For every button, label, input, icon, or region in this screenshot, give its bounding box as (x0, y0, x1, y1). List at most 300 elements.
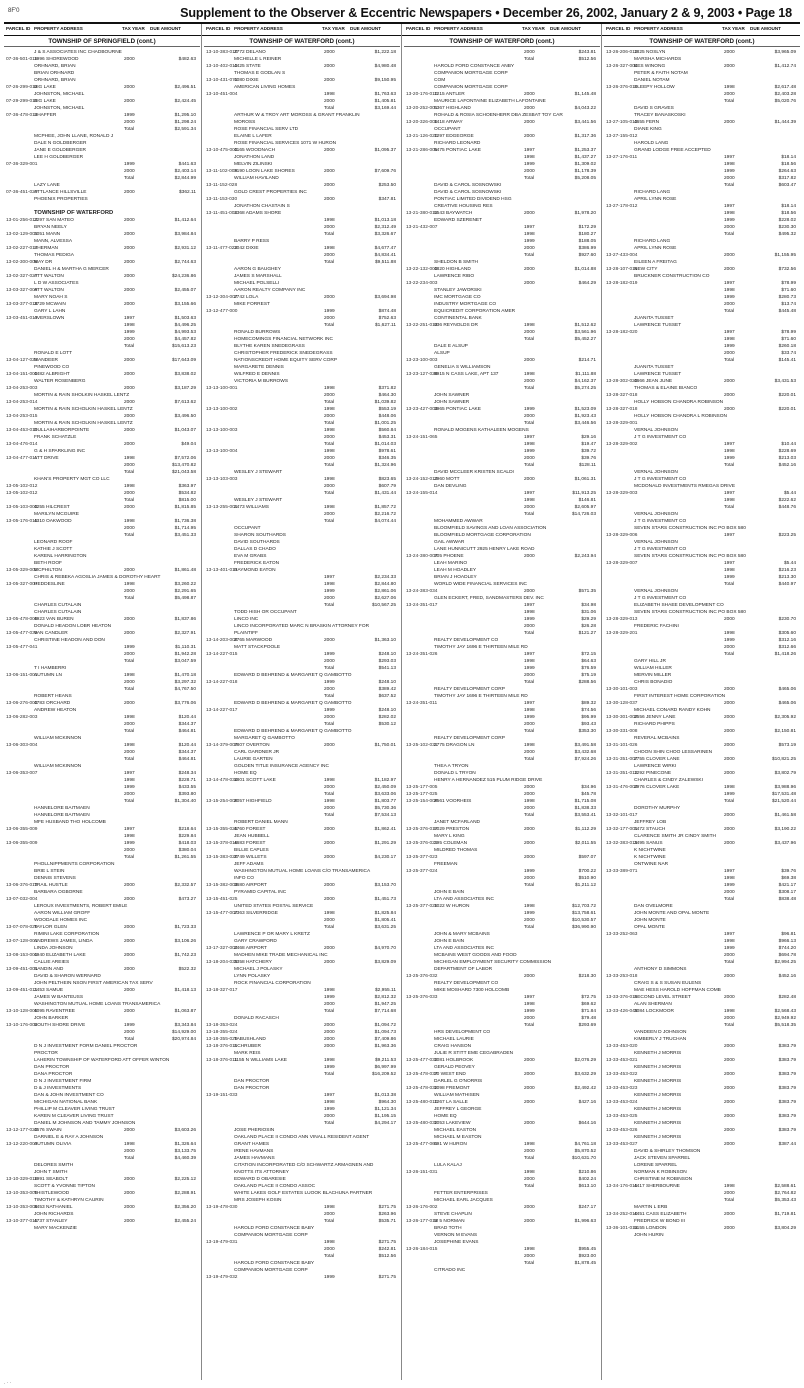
tax-year: 2000 (124, 414, 135, 419)
tax-year: 2000 (724, 1226, 735, 1231)
parcel-id: 13-25-102-031 (406, 743, 438, 748)
due-amount: $263.96 (378, 1212, 396, 1217)
listing-entry (4, 189, 200, 196)
owner-or-address: MCPHEE, JOHN LLANE, RONALD J (34, 134, 114, 139)
listing-entry (404, 350, 600, 357)
due-amount: $522.32 (178, 967, 196, 972)
tax-year: Total (724, 309, 735, 314)
parcel-id: 13-34-252-010 (606, 1212, 638, 1217)
parcel-id: 07-36-329-001 (6, 162, 38, 167)
due-amount: $39.76 (581, 456, 596, 461)
listing-entry (204, 630, 400, 637)
listing-entry (204, 462, 400, 469)
owner-or-address: 3807 OVERTON (234, 743, 270, 748)
listing-entry (604, 336, 800, 343)
owner-or-address: OCCUPANT (234, 526, 261, 531)
due-amount: $7,613.62 (174, 400, 196, 405)
owner-or-address: MICHAEL CONARD RANDY KOHN (634, 708, 711, 713)
listing-entry (604, 931, 800, 938)
owner-or-address: CHRIS BONADIO (634, 680, 673, 685)
listing-entry (604, 889, 800, 896)
due-amount: $220.01 (778, 393, 796, 398)
owner-or-address: KENNETH J MORRIS (634, 1065, 682, 1070)
due-amount: $3,633.06 (374, 792, 396, 797)
listing-entry (404, 392, 600, 399)
listing-entry (204, 840, 400, 847)
listing-entry (604, 1057, 800, 1064)
tax-year: 2000 (324, 148, 335, 153)
parcel-id: 13-32-101-017 (606, 813, 638, 818)
parcel-id: 13-33-453-026 (606, 1128, 638, 1133)
parcel-id: 13-05-478-009 (6, 617, 38, 622)
tax-year: 2000 (324, 253, 335, 258)
listing-entry (404, 896, 600, 903)
tax-year: 1998 (724, 85, 735, 90)
listing-entry (604, 1036, 800, 1043)
listing-entry (4, 791, 200, 798)
listing-entry (404, 1127, 600, 1134)
tax-year: 1998 (124, 715, 135, 720)
owner-or-address: K NICHTWINE (634, 855, 666, 860)
parcel-id: 13-23-127-028 (406, 372, 438, 377)
owner-or-address: 3472 STAUCH (634, 827, 666, 832)
listing-entry (404, 224, 600, 231)
owner-or-address: ELAINE L LAFER (234, 134, 272, 139)
due-amount: $1,222.18 (374, 50, 396, 55)
owner-or-address: DAN PROCTOR (234, 1086, 270, 1091)
owner-or-address: 4666 JEAN JUNE (634, 379, 673, 384)
listing-entry (4, 672, 200, 679)
listing-entry (404, 861, 600, 868)
tax-year: 2000 (124, 1030, 135, 1035)
owner-or-address: VERNAL JOHNSON (634, 589, 678, 594)
listing-entry (204, 826, 400, 833)
tax-year: 2000 (524, 92, 535, 97)
owner-or-address: 3358 HATCHERY (234, 960, 272, 965)
owner-or-address: 4576 SWAIN (34, 1128, 62, 1133)
tax-year: 2000 (724, 120, 735, 125)
tax-year: 2000 (124, 169, 135, 174)
listing-entry (404, 791, 600, 798)
due-amount: $1,862.41 (374, 827, 396, 832)
owner-or-address: MRS JOSEPH KOSIN (234, 1198, 282, 1203)
due-amount: $247.17 (578, 1205, 596, 1210)
owner-or-address: DAVID S GRAVES (634, 106, 674, 111)
listing-entry (204, 518, 400, 525)
listing-entry (604, 742, 800, 749)
listing-entry (404, 679, 600, 686)
tax-year: 2000 (724, 267, 735, 272)
parcel-id: 13-13-401-013 (206, 568, 238, 573)
due-amount: $10,567.25 (371, 603, 396, 608)
due-amount: $1,039.82 (374, 400, 396, 405)
listing-entry (4, 1155, 200, 1162)
owner-or-address: WESLEY J STEWART (234, 470, 283, 475)
listing-entry (204, 1036, 400, 1043)
due-amount: $966.13 (778, 939, 796, 944)
parcel-id: 13-13-100-001 (206, 386, 238, 391)
parcel-id: 13-30-301-002 (606, 715, 638, 720)
due-amount: $815.00 (178, 498, 196, 503)
owner-or-address: 1825 NOSLYN (634, 50, 666, 55)
listing-entry (204, 1225, 400, 1232)
owner-or-address: PINEWOOD CO (34, 365, 70, 370)
tax-year: 1998 (124, 582, 135, 587)
listing-entry (4, 231, 200, 238)
listing-entry (204, 63, 400, 70)
due-amount: $2,455.24 (174, 1219, 196, 1224)
owner-or-address: 295 COLEMAN (434, 841, 468, 846)
listing-entry (604, 1148, 800, 1155)
due-amount: $242.81 (378, 1247, 396, 1252)
due-amount: $1,412.74 (774, 64, 796, 69)
listing-entry (204, 784, 400, 791)
listing-entry (404, 504, 600, 511)
listing-entry (204, 357, 400, 364)
owner-or-address: KENNETH J MORRIS (634, 1121, 682, 1126)
due-amount: $3,155.66 (174, 302, 196, 307)
owner-or-address: JONATHON CHASTAIN S (234, 204, 290, 209)
owner-or-address: GRANT HAMES (234, 1142, 270, 1147)
owner-or-address: KAREN M CLEAVER LIVING TRUST (34, 1114, 114, 1119)
tax-year: 2000 (524, 1149, 535, 1154)
listing-entry (404, 938, 600, 945)
due-amount: $344.37 (178, 750, 196, 755)
owner-or-address: ANDREWS JAMES, LINDA (34, 939, 93, 944)
listing-entry (404, 1169, 600, 1176)
tax-year: 2000 (124, 302, 135, 307)
listing-entry (604, 308, 800, 315)
listing-entry (204, 1204, 400, 1211)
listing-entry (4, 798, 200, 805)
parcel-id: 13-26-177-013 (406, 1219, 438, 1224)
due-amount: $465.06 (778, 687, 796, 692)
listing-entry (404, 399, 600, 406)
tax-year: 1998 (324, 386, 335, 391)
due-amount: $2,617.48 (774, 85, 796, 90)
listing-entry (204, 1078, 400, 1085)
tax-year: 1997 (724, 561, 735, 566)
listing-entry (604, 728, 800, 735)
due-amount: $317.82 (778, 176, 796, 181)
due-amount: $3,631.25 (374, 925, 396, 930)
listing-entry (404, 364, 600, 371)
listing-entry (204, 938, 400, 945)
listing-entry (204, 511, 400, 518)
due-amount: $732.56 (778, 267, 796, 272)
listing-entry (604, 490, 800, 497)
owner-or-address: JAMES HAVMANS (234, 1156, 275, 1161)
owner-or-address: CREATIVE HOUSING RES (434, 204, 493, 209)
tax-year: 2000 (324, 1037, 335, 1042)
listing-entry (604, 196, 800, 203)
tax-year: Total (324, 323, 335, 328)
listing-entry (4, 98, 200, 105)
owner-or-address: CHARLES CUTALAIN (34, 610, 82, 615)
tax-year: 2000 (724, 1128, 735, 1133)
tax-year: 1999 (524, 715, 535, 720)
listing-entry (204, 1162, 400, 1169)
due-amount: $2,744.63 (174, 260, 196, 265)
listing-entry (4, 735, 200, 742)
parcel-id: 13-19-478-030 (206, 1205, 238, 1210)
due-amount: $13,470.82 (171, 463, 196, 468)
tax-year: 2000 (324, 883, 335, 888)
owner-or-address: HAROLD FORD CONSTANCE BABY (234, 1261, 315, 1266)
due-amount: $1,878.45 (574, 1261, 596, 1266)
listing-entry (404, 371, 600, 378)
owner-or-address: BARBARA OGBORNE (34, 890, 83, 895)
listing-entry (404, 1120, 600, 1127)
listing-entry (4, 392, 200, 399)
tax-year: Total (524, 1261, 535, 1266)
tax-year: 2000 (524, 974, 535, 979)
due-amount: $10,631.70 (571, 1156, 596, 1161)
tax-year: Total (124, 659, 135, 664)
due-amount: $33.74 (781, 351, 796, 356)
due-amount: $5.44 (783, 561, 796, 566)
tax-year: 2000 (324, 1247, 335, 1252)
owner-or-address: MAURICE LAFONTAINE ELIZABETH LAFONTAINE (434, 99, 546, 104)
listing-entry (204, 833, 400, 840)
listing-entry (604, 966, 800, 973)
due-amount: $72.75 (581, 995, 596, 1000)
tax-year: 1999 (724, 169, 735, 174)
due-amount: $213.03 (778, 456, 796, 461)
tax-year: 2000 (724, 351, 735, 356)
listing-entry (4, 91, 200, 98)
tax-year: 2000 (124, 722, 135, 727)
listing-entry (4, 644, 200, 651)
tax-year: 2000 (524, 827, 535, 832)
listing-entry (404, 1225, 600, 1232)
due-amount: $1,412.64 (174, 218, 196, 223)
due-amount: $1,942.28 (174, 652, 196, 657)
tax-year: 1999 (724, 638, 735, 643)
listing-entry (204, 1064, 400, 1071)
owner-or-address: LEAH MARINO (434, 561, 468, 566)
owner-or-address: SHELDON B SMITH (434, 260, 478, 265)
listing-entry (204, 658, 400, 665)
parcel-id: 07-36-501-015 (6, 57, 38, 62)
listing-entry (604, 77, 800, 84)
parcel-id: 13-28-329-003 (606, 491, 638, 496)
listing-entry (604, 420, 800, 427)
owner-or-address: CRAIG HANSON (434, 1044, 472, 1049)
listing-entry (604, 238, 800, 245)
listing-entry (604, 840, 800, 847)
tax-year: Total (524, 512, 535, 517)
listing-entry (604, 1134, 800, 1141)
parcel-id: 13-10-377-015 (6, 1219, 38, 1224)
due-amount: $1,715.08 (574, 799, 596, 804)
owner-or-address: FREDERICK EATON (234, 561, 280, 566)
listing-entry (404, 1029, 600, 1036)
tax-year: 2000 (324, 946, 335, 951)
listing-entry (404, 847, 600, 854)
due-amount: $2,812.32 (374, 995, 396, 1000)
owner-or-address: JOHN SAWNER (434, 400, 470, 405)
due-amount: $380.04 (178, 848, 196, 853)
owner-or-address: ARTHUR W & TROY ART MOROSS & GRANT FRANKLIN (234, 113, 360, 118)
due-amount: $1,418.26 (774, 652, 796, 657)
parcel-id: 13-15-383-020 (206, 855, 238, 860)
parcel-id: 13-20-326-006 (406, 120, 438, 125)
owner-or-address: CITATION INCORPORATED C/O SCHWARTZ ARMAGNEN AND (234, 1163, 374, 1168)
owner-or-address: DANIEL H & MARTHA G MERCER (34, 267, 109, 272)
due-amount: $230.30 (778, 225, 796, 230)
listing-entry (404, 945, 600, 952)
owner-or-address: NORMAN K ROBINSON (634, 1170, 687, 1175)
listing-entry (204, 175, 400, 182)
owner-or-address: HOLLY HOBSON CHANDRA L ROBINSON (634, 414, 727, 419)
listing-entry (4, 140, 200, 147)
listing-entry (4, 917, 200, 924)
parcel-id: 13-28-107-015 (606, 267, 638, 272)
due-amount: $1,444.39 (774, 120, 796, 125)
parcel-id: 13-13-100-004 (206, 449, 238, 454)
parcel-id: 13-27-433-004 (606, 253, 638, 258)
due-amount: $445.48 (778, 309, 796, 314)
owner-or-address: 4820 HIGHLAND (434, 267, 471, 272)
listing-entry (404, 749, 600, 756)
due-amount: $248.34 (178, 771, 196, 776)
header-parcel-id: PARCEL ID (206, 26, 231, 31)
parcel-id: 13-18-355-025 (206, 1037, 238, 1042)
listing-entry (404, 819, 600, 826)
listing-entry (204, 77, 400, 84)
due-amount: $2,931.12 (174, 246, 196, 251)
tax-year: 2000 (124, 568, 135, 573)
parcel-id: 07-29-299-015 (6, 99, 38, 104)
owner-or-address: MORTIN & RAIN SHOLKIN HASKEL LENTZ (34, 393, 130, 398)
owner-or-address: WILLIAM HAVILAND (234, 176, 279, 181)
listing-entry (4, 560, 200, 567)
tax-year: Total (524, 1023, 535, 1028)
owner-or-address: 2960 MOTT (434, 477, 460, 482)
due-amount: $452.16 (778, 463, 796, 468)
owner-or-address: LAWRENCE P OR MARY L KRETZ (234, 932, 310, 937)
owner-or-address: EDWARD SZERENET (434, 218, 483, 223)
listing-entry (204, 1092, 400, 1099)
listing-entry (4, 315, 200, 322)
due-amount: $1,523.09 (574, 407, 596, 412)
tax-year: 2000 (524, 1086, 535, 1091)
listing-entry (204, 1274, 400, 1281)
listing-entry (204, 595, 400, 602)
tax-year: 1999 (324, 680, 335, 685)
owner-or-address: 936 REYNOLDS DR (434, 323, 478, 328)
owner-or-address: 4760 FOREST (234, 827, 266, 832)
listing-entry (604, 1106, 800, 1113)
due-amount: $464.81 (178, 729, 196, 734)
owner-or-address: BARRY P RESS (234, 239, 270, 244)
listing-entry (4, 1113, 200, 1120)
listing-entry (204, 693, 400, 700)
due-amount: $3,441.56 (574, 120, 596, 125)
listing-entry (204, 49, 400, 56)
owner-or-address: DANIEL M JOHNSON AND TAMMY JOHNSON (34, 1121, 136, 1126)
parcel-id: 13-23-100-003 (406, 358, 438, 363)
owner-or-address: MARTIN L ERB (634, 1205, 668, 1210)
tax-year: 2000 (324, 960, 335, 965)
tax-year: 1997 (524, 995, 535, 1000)
listing-entry (4, 840, 200, 847)
listing-entry (604, 1029, 800, 1036)
listing-entry (404, 182, 600, 189)
due-amount: $1,298.24 (174, 120, 196, 125)
due-amount: $6,997.99 (374, 1065, 396, 1070)
owner-or-address: 1297 EDGEORGE (434, 134, 474, 139)
due-amount: $3,984.84 (174, 232, 196, 237)
due-amount: $39.72 (581, 449, 596, 454)
due-amount: $121.27 (578, 631, 596, 636)
listing-entry (604, 1064, 800, 1071)
listing-entry (404, 602, 600, 609)
due-amount: $26.28 (581, 624, 596, 629)
listing-entry (604, 1211, 800, 1218)
listing-entry (404, 1064, 600, 1071)
listing-entry (4, 147, 200, 154)
due-amount: $393.80 (178, 792, 196, 797)
parcel-id: 13-04-476-014 (6, 442, 38, 447)
tax-year: 2000 (124, 883, 135, 888)
owner-or-address: BLYTHE KAREN SNEDEGRASS (234, 344, 305, 349)
parcel-id: 13-04-253-003 (6, 386, 38, 391)
owner-or-address: 5029 PRESTON (434, 827, 470, 832)
listing-entry (4, 175, 200, 182)
listing-entry (404, 1232, 600, 1239)
parcel-id: 13-24-351-011 (406, 701, 438, 706)
listing-entry (4, 763, 200, 770)
listing-entry (4, 133, 200, 140)
due-amount: $2,288.91 (174, 1191, 196, 1196)
listing-entry (204, 154, 400, 161)
tax-year: 2000 (124, 897, 135, 902)
column-divider (401, 24, 402, 1380)
owner-or-address: 1801 SCOTT LAKE (234, 778, 276, 783)
owner-or-address: LINDA JOHNSON (34, 946, 73, 951)
parcel-id: 13-28-329-201 (606, 631, 638, 636)
listing-entry (204, 924, 400, 931)
tax-year: 2000 (124, 750, 135, 755)
listing-entry (4, 861, 200, 868)
listing-entry (404, 1085, 600, 1092)
owner-or-address: DAVID MCCLEER KRISTEN SCALDI (434, 470, 514, 475)
parcel-id: 13-26-206-013 (606, 50, 638, 55)
parcel-id: 13-33-453-027 (606, 1142, 638, 1147)
owner-or-address: 4310 OAKWOOD (34, 519, 72, 524)
tax-year: 2000 (724, 757, 735, 762)
owner-or-address: REALTY DEVELOPMENT CO (434, 981, 499, 986)
tax-year: 2000 (324, 1030, 335, 1035)
listing-entry (404, 812, 600, 819)
due-amount: $230.70 (778, 617, 796, 622)
tax-year: 2000 (724, 715, 735, 720)
listing-entry (4, 462, 200, 469)
owner-or-address: KENNETH J MORRIS (634, 1107, 682, 1112)
listing-entry (404, 987, 600, 994)
listing-entry (4, 987, 200, 994)
listing-entry (4, 630, 200, 637)
listing-entry (404, 1211, 600, 1218)
owner-or-address: K NICHTWINE (634, 848, 666, 853)
due-amount: $752.63 (378, 316, 396, 321)
due-amount: $216.23 (778, 568, 796, 573)
owner-or-address: D & J INVESTMENTS (34, 1086, 82, 1091)
owner-or-address: DONALD RACASCH (234, 1016, 279, 1021)
header-tax-year: TAX YEAR (122, 26, 145, 31)
